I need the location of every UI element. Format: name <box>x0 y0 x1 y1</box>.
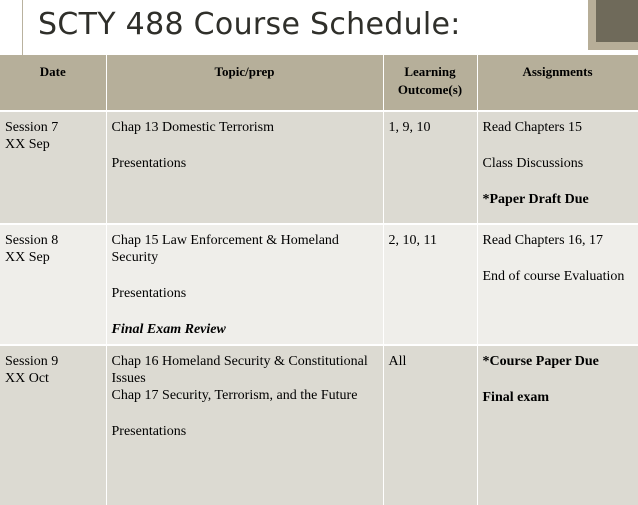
assignment-item: Read Chapters 16, 17 <box>482 233 604 248</box>
header-date: Date <box>0 55 106 111</box>
header-row <box>0 55 638 111</box>
session-label: Session 8 <box>5 233 59 248</box>
corner-decoration <box>588 0 638 50</box>
topic-item-exam-review: Final Exam Review <box>111 322 226 337</box>
assignment-item: Read Chapters 15 <box>482 120 583 135</box>
session-cell <box>0 345 106 505</box>
session-label: Session 7 <box>5 120 59 135</box>
session-date: XX Sep <box>5 250 50 265</box>
table-row <box>0 111 638 224</box>
schedule-table <box>0 55 638 505</box>
corner-square-dark <box>596 0 638 42</box>
topic-cell <box>106 224 383 345</box>
outcomes-cell: All <box>383 345 477 505</box>
session-label: Session 9 <box>5 354 59 369</box>
topic-item: Presentations <box>111 156 187 171</box>
assignment-item: Class Discussions <box>482 156 584 171</box>
session-cell <box>0 224 106 345</box>
left-accent-rule <box>22 0 23 55</box>
assignment-item-due: *Paper Draft Due <box>482 192 589 207</box>
session-date: XX Oct <box>5 371 49 386</box>
assignments-cell <box>477 224 638 345</box>
assignment-item-exam: Final exam <box>482 390 549 405</box>
topic-cell <box>106 345 383 505</box>
header-outcomes-line2: Outcome(s) <box>397 82 463 97</box>
header-outcomes-line1: Learning <box>404 64 456 79</box>
assignment-item-due: *Course Paper Due <box>482 354 599 369</box>
table-row <box>0 224 638 345</box>
topic-item: Chap 13 Domestic Terrorism <box>111 120 274 135</box>
topic-item: Chap 17 Security, Terrorism, and the Future <box>111 388 358 403</box>
assignments-cell <box>477 111 638 224</box>
page-title: SCTY 488 Course Schedule: <box>38 7 461 42</box>
topic-cell <box>106 111 383 224</box>
header-topic: Topic/prep <box>106 55 383 111</box>
assignments-cell <box>477 345 638 505</box>
outcomes-cell: 1, 9, 10 <box>383 111 477 224</box>
topic-item: Presentations <box>111 424 187 439</box>
outcomes-cell: 2, 10, 11 <box>383 224 477 345</box>
header-outcomes <box>383 55 477 111</box>
session-cell <box>0 111 106 224</box>
topic-item: Chap 15 Law Enforcement & Homeland Security <box>111 233 339 265</box>
assignment-item: End of course Evaluation <box>482 269 625 284</box>
topic-item: Presentations <box>111 286 187 301</box>
header-assignments: Assignments <box>477 55 638 111</box>
topic-item: Chap 16 Homeland Security & Constitutional Issues <box>111 354 368 386</box>
table-row <box>0 345 638 505</box>
session-date: XX Sep <box>5 137 50 152</box>
